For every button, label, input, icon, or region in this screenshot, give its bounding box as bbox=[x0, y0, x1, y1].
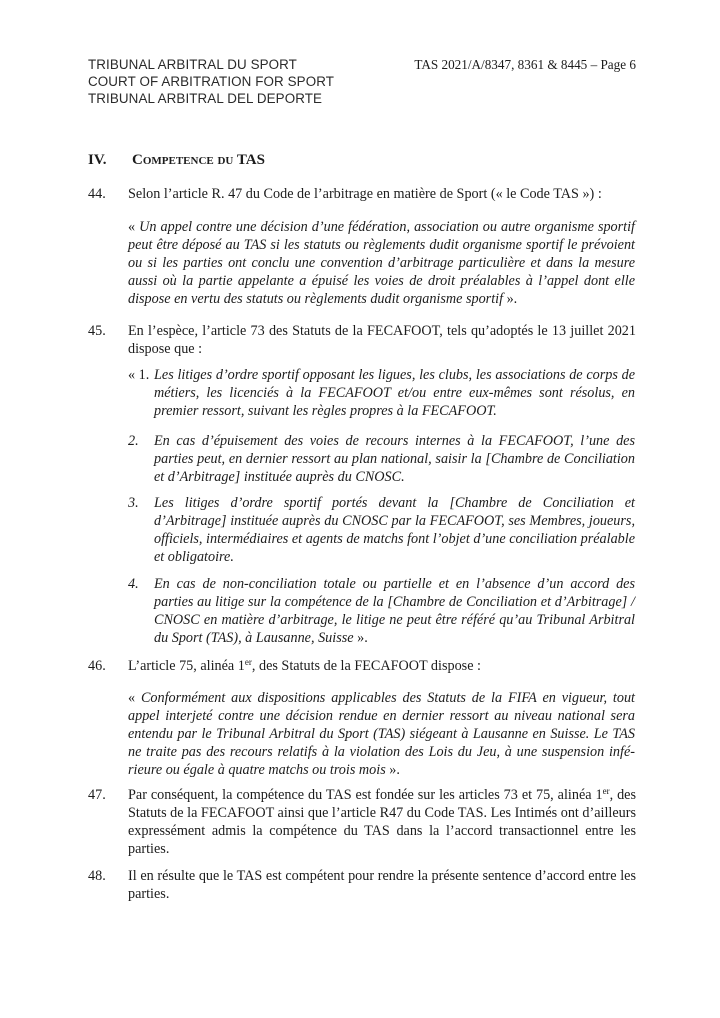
letterhead-line-spanish: TRIBUNAL ARBITRAL DEL DEPORTE bbox=[88, 91, 323, 106]
article-73-item-2 bbox=[128, 432, 635, 486]
list-marker: 4. bbox=[128, 576, 139, 592]
list-marker: « 1. bbox=[128, 367, 150, 383]
article-73-item-3 bbox=[128, 494, 635, 566]
quote-close-mark: ». bbox=[503, 291, 518, 307]
quote-open-mark: « bbox=[128, 690, 141, 706]
paragraph-44 bbox=[88, 185, 636, 203]
paragraph-48 bbox=[88, 867, 636, 903]
article-73-item-1 bbox=[128, 366, 635, 420]
paragraph-text-part: L’article 75, alinéa 1 bbox=[128, 658, 245, 674]
section-title: Competence du bbox=[132, 152, 234, 168]
letterhead-line-french: TRIBUNAL ARBITRAL DU SPORT bbox=[88, 57, 297, 72]
list-item-text: En cas d’épuisement des voies de recours internes à la FECAFOOT, l’une des parties peut, en dernier ressort au plan national, saisir la [Chambre de Conciliation et d’Arbitrage] instituée auprès du CNOSC. bbox=[154, 433, 635, 485]
quote-text: Conformément aux dispositions applicables des Statuts de la FIFA en vigueur, tout appel interjeté contre une décision rendue en dernier ressort au niveau national sera entendu par le Tribunal Arbitral du Sport (TAS) siégeant à Lausanne en Suisse. Le TAS ne traite pas des recours relatifs à la violation des Lois du Jeu, à une suspension infé- rieure ou égale à quatre matchs ou trois mois bbox=[128, 690, 635, 778]
case-reference: TAS 2021/A/8347, 8361 & 8445 – Page 6 bbox=[414, 57, 636, 72]
paragraph-number: 46. bbox=[88, 658, 106, 674]
list-marker: 2. bbox=[128, 433, 139, 449]
paragraph-text-part: , des Statuts de la FECAFOOT ainsi que l’article R47 du Code TAS. Les Intimés ont d’ailleurs expressément admis la compétence du TAS dans la l’accord transactionnel entre les parties. bbox=[128, 787, 636, 857]
paragraph-text: Il en résulte que le TAS est compétent pour rendre la présente sentence d’accord entre les parties. bbox=[128, 868, 636, 902]
list-item-text bbox=[154, 575, 635, 647]
paragraph-number: 47. bbox=[88, 787, 106, 803]
paragraph-47 bbox=[88, 786, 636, 858]
quote-close-mark: ». bbox=[353, 630, 368, 646]
paragraph-text: Selon l’article R. 47 du Code de l’arbitrage en matière de Sport (« le Code TAS ») : bbox=[128, 186, 602, 202]
superscript: er bbox=[602, 786, 610, 796]
superscript: er bbox=[244, 657, 252, 667]
list-item-text: Les litiges d’ordre sportif opposant les ligues, les clubs, les associations de corps de métiers, les licenciés à la FECAFOOT et/ou entre eux-mêmes sont résolus, en premier ressort, suivant les règles propres à la FECAFOOT. bbox=[154, 367, 635, 419]
section-number: IV. bbox=[88, 152, 107, 168]
list-marker: 3. bbox=[128, 495, 139, 511]
paragraph-text-part: , des Statuts de la FECAFOOT dispose : bbox=[251, 658, 481, 674]
quote-open-mark: « bbox=[128, 219, 140, 235]
list-item-body: En cas de non-conciliation totale ou partielle et en l’absence d’un accord des parties au litige sur la compétence de la [Chambre de Conciliation et d’Arbitrage] / CNOSC en matière d’arbitrage, le litige ne peut être référé qu’au Tribunal Arbitral du Sport (TAS), à Lausanne, Suisse bbox=[154, 576, 635, 646]
list-item-text: Les litiges d’ordre sportif portés devant la [Chambre de Conciliation et d’Arbitrage] instituée auprès du CNOSC par la FECAFOOT, ses Membres, joueurs, officiels, intermédiaires et agents de matchs font l’objet d’une conciliation préalable et obligatoire. bbox=[154, 495, 635, 565]
section-title-acronym: TAS bbox=[236, 152, 265, 168]
paragraph-number: 44. bbox=[88, 186, 106, 202]
paragraph-45 bbox=[88, 322, 636, 358]
paragraph-46 bbox=[88, 657, 636, 675]
letterhead-line-english: COURT OF ARBITRATION FOR SPORT bbox=[88, 74, 335, 89]
article-73-item-4 bbox=[128, 575, 635, 647]
paragraph-number: 48. bbox=[88, 868, 106, 884]
paragraph-text: En l’espèce, l’article 73 des Statuts de la FECAFOOT, tels qu’adoptés le 13 juillet 2021 dispose que : bbox=[128, 323, 636, 357]
paragraph-text bbox=[128, 657, 636, 675]
paragraph-text bbox=[128, 786, 636, 858]
court-letterhead bbox=[88, 56, 334, 107]
quote-article-75 bbox=[128, 689, 635, 779]
paragraph-text-part: Par conséquent, la compétence du TAS est fondée sur les articles 73 et 75, alinéa 1 bbox=[128, 787, 603, 803]
quote-article-r47 bbox=[128, 218, 635, 308]
quote-close-mark: ». bbox=[385, 762, 400, 778]
paragraph-number: 45. bbox=[88, 323, 106, 339]
section-heading bbox=[88, 152, 265, 169]
quote-text: Un appel contre une décision d’une fédération, association ou autre organisme sportif peut être déposé au TAS si les statuts ou règlements dudit organisme sportif le prévoient ou si les parties ont conclu une convention d’arbitrage particulière et dans la mesure aussi où la partie appelante a épuisé les voies de droit préalables à l’appel dont elle dispose en vertu des statuts ou règlements dudit organisme sportif bbox=[128, 219, 635, 307]
